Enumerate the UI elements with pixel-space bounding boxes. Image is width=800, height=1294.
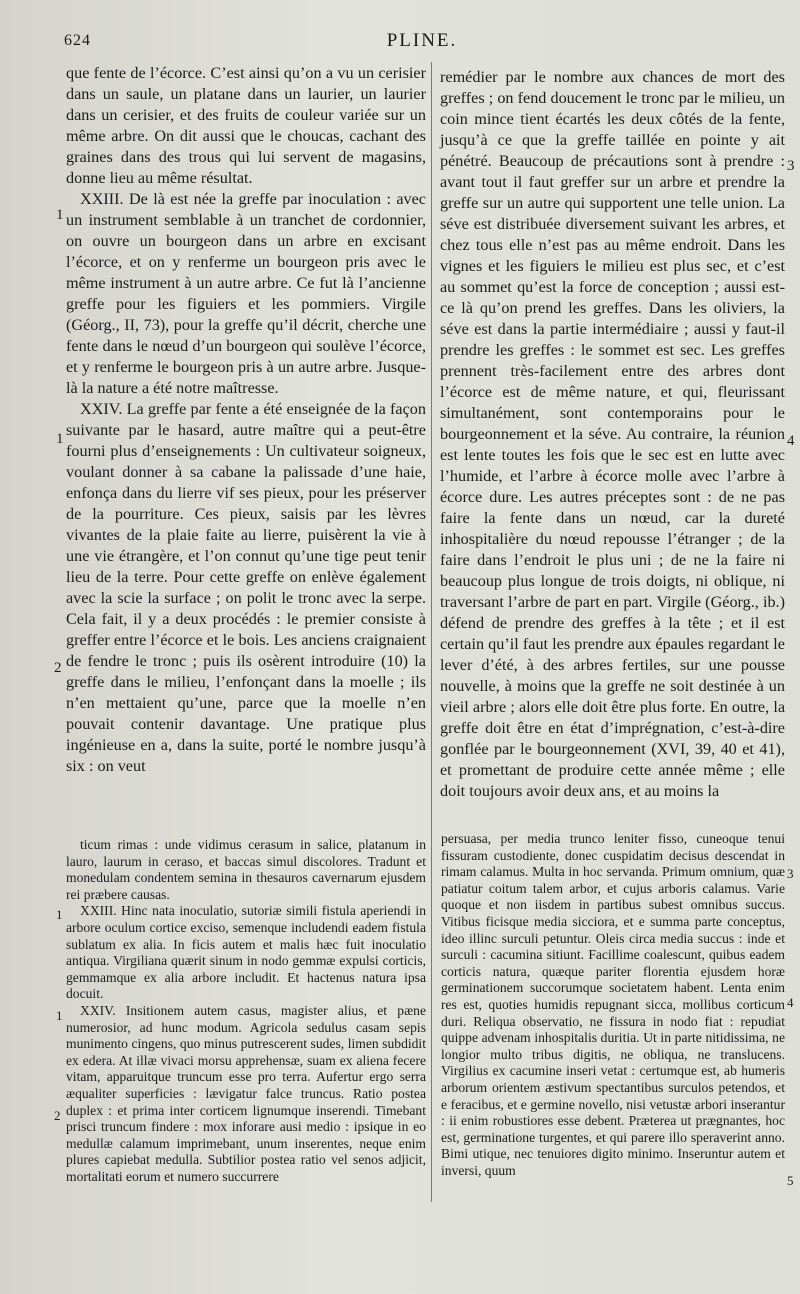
margin-number: 4 bbox=[787, 995, 794, 1010]
margin-number: 2 bbox=[54, 660, 62, 676]
margin-number: 1 bbox=[56, 1008, 63, 1023]
margin-number: 5 bbox=[787, 1173, 794, 1188]
latin-left-paragraph-1: ticum rimas : unde vidimus cerasum in salice, platanum in lauro, laurum in ceraso, et baccas simul discolores. Tradunt et monedulam condentem semina in thesauros cavernarum ejusdem rei præbere causas. bbox=[66, 837, 426, 902]
french-left-paragraph-3: XXIV. La greffe par fente a été enseignée de la façon suivante par le hasard, autre maître qui a peut-être fourni plus d’enseignements : Un cultivateur soigneux, voulant donner à sa cabane la palissade d’une haie, enfonça dans du lierre vif ses pieux, pour les préserver de la pourriture. Ces pieux, saisis par les lèvres vivantes de la plaie faite au lierre, puisèrent la vie à une vie étrangère, et l’on connut qu’une tige peut tenir lieu de la terre. Pour cette greffe on enlève également avec la scie la surface ; on polit le tronc avec la serpe. Cela fait, il y a deux procédés : le premier consiste à greffer entre l’écorce et le bois. Les anciens craignaient de fendre le tronc ; puis ils osèrent introduire (10) la greffe dans le milieu, l’enfonçant dans la moelle ; ils n’en mettaient qu’une, parce que la moelle n’en pouvait contenir davantage. Une pratique plus ingénieuse en a, dans la suite, porté le nombre jusqu’à six : on veut bbox=[66, 400, 426, 775]
margin-number: 4 bbox=[787, 433, 795, 449]
french-left-paragraph-2: XXIII. De là est née la greffe par inoculation : avec un instrument semblable à un tranchet de cordonnier, on ouvre un bourgeon dans un arbre en excisant l’écorce, et on y renferme un bourgeon pris avec le même instrument à un autre arbre. Ce fut là l’ancienne greffe pour les figuiers et les pommiers. Virgile (Géorg., II, 73), pour la greffe qu’il décrit, cherche une fente dans le nœud d’un bourgeon qui soulève l’écorce, et y renferme le bourgeon pris à un autre arbre. Jusque-là la nature a été notre maîtresse. bbox=[66, 190, 426, 397]
margin-number: 3 bbox=[787, 866, 794, 881]
latin-left-column bbox=[66, 837, 426, 1185]
french-right-paragraph-1: remédier par le nombre aux chances de mort des greffes ; on fend doucement le tronc par le milieu, un coin mince tient écartés les deux côtés de la fente, jusqu’à ce que la greffe taillée en pointe y ait pénétré. Beaucoup de précautions sont à prendre : avant tout il faut greffer sur un arbre et prendre la greffe sur un autre qui supportent une telle union. La séve est distribuée diversement suivant les arbres, et chez tous elle n’est pas au même endroit. Dans les vignes et les figuiers le milieu est plus sec, et c’est au sommet qu’est la force de conception ; aussi est-ce là qu’on prend les greffes. Dans les oliviers, la séve est dans la partie intermédiaire ; aussi y faut-il prendre les greffes : le sommet est sec. Les greffes prennent très-facilement entre des arbres dont l’écorce est de même nature, et qui, fleurissant simultanément, sont contemporains pour le bourgeonnement et la séve. Au contraire, la réunion est lente toutes les fois que le sec est en lutte avec l’humide, et l’arbre à écorce molle avec l’arbre à écorce dure. Les autres préceptes sont : de ne pas faire la fente dans un nœud, car la dureté inhospitalière du nœud repousse l’étranger ; de la faire dans l’endroit le plus uni ; de ne la faire ni beaucoup plus longue de trois doigts, ni oblique, ni traversant l’arbre de part en part. Virgile (Géorg., ib.) défend de prendre des greffes à la tête ; et il est certain qu’il faut les prendre aux épaules regardant le lever d’été, à des arbres fertiles, sur une pousse nouvelle, à moins que la greffe ne soit destinée à un vieil arbre ; alors elle doit être plus forte. En outre, la greffe doit être en état d’imprégnation, c’est-à-dire gonflée par le bourgeonnement (XVI, 39, 40 et 41), et promettant de produire cette année même ; elle doit toujours avoir deux ans, et au moins la bbox=[440, 68, 785, 800]
column-divider bbox=[431, 62, 432, 1202]
french-left-column bbox=[66, 63, 426, 777]
margin-number: 2 bbox=[54, 1108, 61, 1123]
latin-left-paragraph-3: XXIV. Insitionem autem casus, magister alius, et pæne numerosior, ad hunc modum. Agricola sedulus casam sepis munimento cingens, quo minus putrescerent sudes, limen subdidit ex edera. At illæ vivaci morsu apprehensæ, suam ex aliena fecere vitam, apparuitque truncum esse pro terra. Aufertur ergo serra æqualiter superficies : lævigatur falce truncus. Ratio postea duplex : et prima inter corticem lignumque inserendi. Timebant prisci truncum findere : mox inforare ausi medio : ipsique in eo medullæ calamum imprimebant, unum inserentes, neque enim plures capiebat medulla. Subtilior postea ratio vel senos adjicit, mortalitati eorum et numero succurrere bbox=[66, 1002, 426, 1184]
latin-right-column bbox=[441, 831, 785, 1179]
margin-number: 1 bbox=[56, 907, 63, 922]
french-right-column bbox=[440, 67, 785, 802]
page-header bbox=[64, 30, 780, 58]
french-left-paragraph-1: que fente de l’écorce. C’est ainsi qu’on a vu un cerisier dans un saule, un platane dans un laurier, un laurier dans un cerisier, et des fruits de couleur variée sur un même arbre. On dit aussi que le choucas, cachant des graines dans des trous qui lui servent de magasins, donne lieu au même résultat. bbox=[66, 64, 426, 187]
latin-right-paragraph-1: persuasa, per media trunco leniter fisso, cuneoque tenui fissuram custodiente, donec cuspidatim decisus descendat in rimam calamus. Multa in hoc servanda. Primum omnium, quæ patiatur coitum talem arbor, et cujus arboris calamus. Varie quoque et non iisdem in partibus subest omnibus succus. Vitibus ficisque media sicciora, et e summa parte conceptus, ideo illinc surculi petuntur. Oleis circa media succus : inde et surculi : cacumina sitiunt. Facillime coalescunt, quibus eadem corticis natura, quæque pariter florentia ejusdem horæ germinationem succorumque societatem habent. Lenta enim res est, quoties humidis repugnant sicca, mollibus corticum duri. Reliqua observatio, ne fissura in nodo fiat : repudiat quippe advenam inhospitalis duritia. Ut in parte nitidissima, ne longior multo tribus digitis, ne obliqua, ne translucens. Virgilius ex cacumine inseri vetat : certumque est, ab humeris arborum orientem æstivum spectantibus surculos petendos, et e feracibus, et e germine novello, nisi vetustæ arbori inserantur : ii enim robustiores esse debent. Præterea ut prægnantes, hoc est, germinatione turgentes, et qui parere illo speraverint anno. Bimi utique, nec tenuiores digito minimo. Inseruntur autem et inversi, quum bbox=[441, 831, 785, 1178]
margin-number: 1 bbox=[56, 207, 64, 223]
margin-number: 1 bbox=[56, 431, 64, 447]
margin-number: 3 bbox=[787, 158, 795, 174]
page-number: 624 bbox=[64, 32, 91, 49]
latin-left-paragraph-2: XXIII. Hinc nata inoculatio, sutoriæ simili fistula aperiendi in arbore oculum cortice exciso, semenque includendi eadem fistula sublatum ex alia. In ficis autem et malis hæc fuit inoculatio antiqua. Virgiliana quærit sinum in nodo gemmæ expulsi corticis, gemmamque ex alia arbore includit. Et hactenus natura ipsa docuit. bbox=[66, 903, 426, 1002]
running-title: PLINE. bbox=[386, 30, 458, 51]
